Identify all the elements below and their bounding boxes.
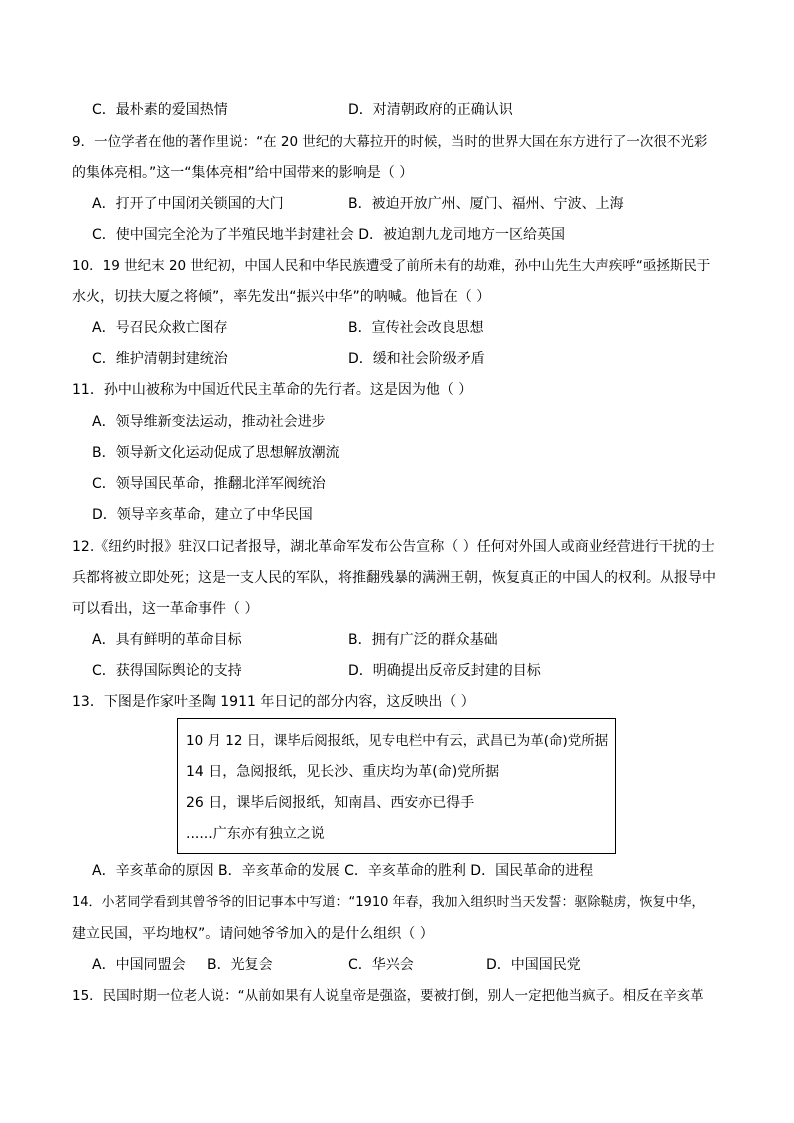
q10-option-d: D．缓和社会阶级矛盾 <box>348 351 485 367</box>
q14-stem-line2: 建立民国，平均地权”。请问她爷爷加入的是什么组织（ ） <box>72 926 434 942</box>
q13-stem: 13．下图是作家叶圣陶 1911 年日记的部分内容，这反映出（ ） <box>72 694 475 710</box>
q11-option-a: A．领导维新变法运动，推动社会进步 <box>92 414 326 430</box>
q11-stem: 11．孙中山被称为中国近代民主革命的先行者。这是因为他（ ） <box>72 382 473 398</box>
q8-option-c: C．最朴素的爱国热情 <box>92 102 228 118</box>
diary-line-4: ......广东亦有独立之说 <box>186 826 325 842</box>
q12-stem-line3: 可以看出，这一革命事件（ ） <box>72 601 259 617</box>
q10-option-b: B．宣传社会改良思想 <box>348 320 484 336</box>
q10-stem-line2: 水火，切扶大厦之将倾”，率先发出“振兴中华”的呐喊。他旨在（ ） <box>72 289 491 305</box>
q11-option-c: C．领导国民革命，推翻北洋军阀统治 <box>92 476 326 492</box>
q14-option-c: C．华兴会 <box>348 957 414 973</box>
q12-stem-line1: 12.《纽约时报》驻汉口记者报导，湖北革命军发布公告宣称（ ）任何对外国人或商业经营进行干扰的士 <box>72 539 715 555</box>
q12-stem-line2: 兵都将被立即处死；这是一支人民的军队，将推翻残暴的满洲王朝，恢复真正的中国人的权利。从报导中 <box>72 570 716 586</box>
q13-options: A．辛亥革命的原因 B．辛亥革命的发展 C．辛亥革命的胜利 D．国民革命的进程 <box>92 863 594 879</box>
q9-option-b: B．被迫开放广州、厦门、福州、宁波、上海 <box>348 196 624 212</box>
q12-option-c: C．获得国际舆论的支持 <box>92 663 242 679</box>
diary-excerpt-box <box>177 718 616 854</box>
diary-line-3: 26 日，课毕后阅报纸，知南昌、西安亦已得手 <box>186 795 475 811</box>
q14-option-d: D．中国国民党 <box>486 957 581 973</box>
q9-stem-line2: 的集体亮相。”这一“集体亮相”给中国带来的影响是（ ） <box>72 165 414 181</box>
q8-option-d: D．对清朝政府的正确认识 <box>348 102 513 118</box>
q10-stem-line1: 10．19 世纪末 20 世纪初，中国人民和中华民族遭受了前所未有的劫难，孙中山先生大声疾呼“亟拯斯民于 <box>72 258 711 274</box>
q9-option-a: A．打开了中国闭关锁国的大门 <box>92 196 284 212</box>
q9-stem-line1: 9．一位学者在他的著作里说：“在 20 世纪的大幕拉开的时候，当时的世界大国在东方进行了一次很不光彩 <box>72 134 708 150</box>
q10-option-a: A．号召民众救亡图存 <box>92 320 228 336</box>
diary-line-2: 14 日，急阅报纸，见长沙、重庆均为革(命)党所据 <box>186 764 500 780</box>
diary-line-1: 10 月 12 日，课毕后阅报纸，见专电栏中有云，武昌已为革(命)党所据 <box>186 733 609 749</box>
q15-stem-line1: 15．民国时期一位老人说：“从前如果有人说皇帝是强盗，要被打倒，别人一定把他当疯子。相反在辛亥革 <box>72 988 704 1004</box>
q14-option-a: A．中国同盟会 <box>92 957 186 973</box>
q11-option-d: D．领导辛亥革命，建立了中华民国 <box>92 507 313 523</box>
q14-option-b: B．光复会 <box>207 957 273 973</box>
q9-option-cd: C．使中国完全沦为了半殖民地半封建社会 D．被迫割九龙司地方一区给英国 <box>92 227 566 243</box>
q12-option-b: B．拥有广泛的群众基础 <box>348 632 498 648</box>
q10-option-c: C．维护清朝封建统治 <box>92 351 228 367</box>
q12-option-d: D．明确提出反帝反封建的目标 <box>348 663 541 679</box>
q14-stem-line1: 14．小茗同学看到其曾爷爷的旧记事本中写道：“1910 年春，我加入组织时当天发誓：驱除鞑虏，恢复中华， <box>72 895 705 910</box>
q12-option-a: A．具有鲜明的革命目标 <box>92 632 242 648</box>
q11-option-b: B．领导新文化运动促成了思想解放潮流 <box>92 445 340 461</box>
